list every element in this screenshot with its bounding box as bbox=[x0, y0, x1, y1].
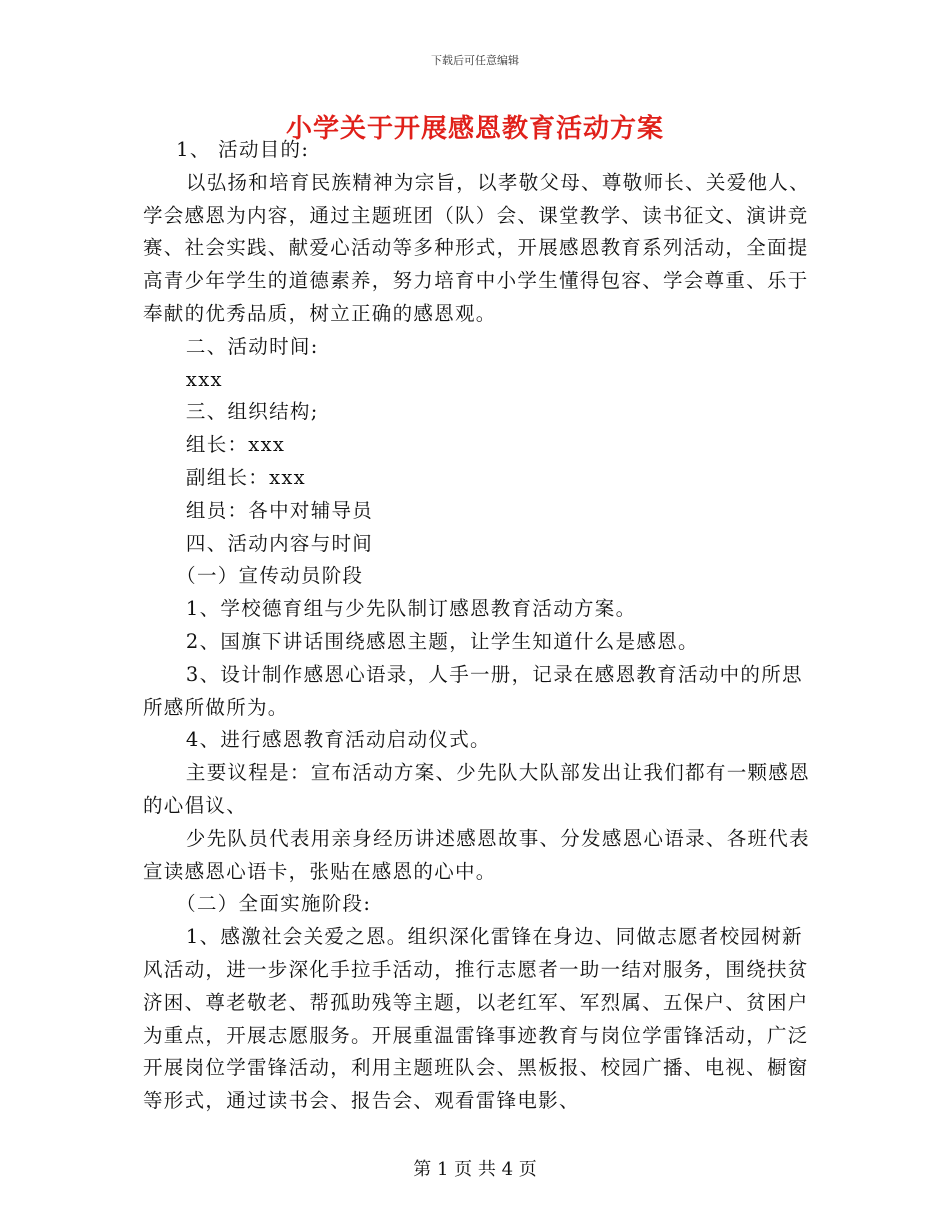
paragraph-phase-two-item-1: 1、感激社会关爱之恩。组织深化雷锋在身边、同做志愿者校园树新风活动，进一步深化手拉手活动，推行志愿者一助一结对服务，围绕扶贫济困、尊老敬老、帮孤助残等主题，以老红军、军烈属、五保户、贫困户为重点，开展志愿服务。开展重温雷锋事迹教育与岗位学雷锋活动，广泛开展岗位学雷锋活动，利用主题班队会、黑板报、校园广播、电视、橱窗等形式，通过读书会、报告会、观看雷锋电影、 bbox=[143, 925, 809, 1113]
paragraph-activity-time: xxx bbox=[185, 367, 223, 391]
paragraph-content-heading: 四、活动内容与时间 bbox=[185, 531, 374, 555]
paragraph-phase-one-item-4: 4、进行感恩教育活动启动仪式。 bbox=[185, 728, 491, 752]
document-title: 小学关于开展感恩教育活动方案 bbox=[285, 114, 664, 144]
paragraph-phase-one-item-2: 2、国旗下讲话围绕感恩主题，让学生知道什么是感恩。 bbox=[185, 629, 699, 653]
paragraph-organization-heading: 三、组织结构; bbox=[185, 400, 319, 424]
paragraph-activity-purpose-heading: 1、 活动目的: bbox=[176, 138, 310, 161]
paragraph-phase-one-item-3: 3、设计制作感恩心语录，人手一册，记录在感恩教育活动中的所思所感所做所为。 bbox=[143, 662, 803, 719]
paragraph-members: 组员：各中对辅导员 bbox=[185, 498, 374, 522]
paragraph-activity-purpose: 以弘扬和培育民族精神为宗旨，以孝敬父母、尊敬师长、关爱他人、学会感恩为内容，通过主题班团（队）会、课堂教学、读书征文、演讲竞赛、社会实践、献爱心活动等多种形式，开展感恩教育系列活动，全面提高青少年学生的道德素养，努力培育中小学生懂得包容、学会尊重、乐于奉献的优秀品质，树立正确的感恩观。 bbox=[143, 170, 810, 325]
paragraph-phase-one-item-1: 1、学校德育组与少先队制订感恩教育活动方案。 bbox=[185, 597, 637, 621]
paragraph-agenda-continued: 少先队员代表用亲身经历讲述感恩故事、分发感恩心语录、各班代表宣读感恩心语卡，张贴在感恩的心中。 bbox=[143, 826, 810, 883]
header-note: 下载后可任意编辑 bbox=[431, 54, 519, 67]
paragraph-main-agenda: 主要议程是：宣布活动方案、少先队大队部发出让我们都有一颗感恩的心倡议、 bbox=[143, 761, 810, 817]
paragraph-phase-two-heading: （二）全面实施阶段: bbox=[176, 892, 372, 916]
paragraph-activity-time-heading: 二、活动时间: bbox=[185, 334, 319, 358]
paragraph-leader: 组长：xxx bbox=[185, 433, 286, 457]
paragraph-phase-one-heading: （一）宣传动员阶段 bbox=[176, 564, 364, 588]
paragraph-deputy-leader: 副组长：xxx bbox=[185, 465, 306, 489]
document-body bbox=[143, 134, 823, 1118]
page-footer: 第 1 页 共 4 页 bbox=[413, 1159, 537, 1180]
